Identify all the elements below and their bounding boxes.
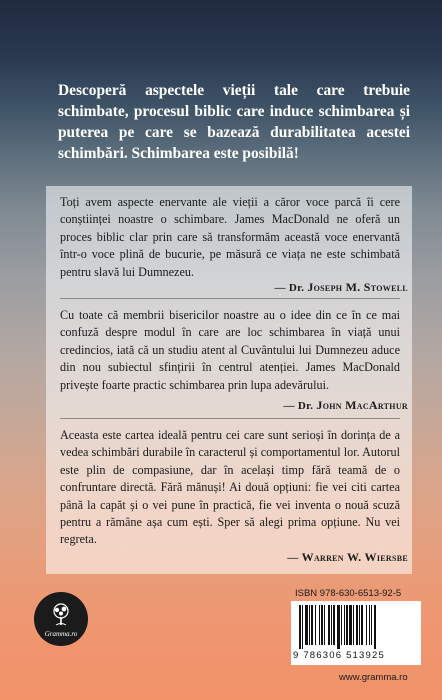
endorsement-author-1: — Dr. Joseph M. Stowell xyxy=(274,280,408,294)
tree-icon xyxy=(47,601,75,629)
divider-1 xyxy=(60,298,400,299)
publisher-logo xyxy=(34,592,88,646)
endorsement-author-2: — Dr. John MacArthur xyxy=(283,398,408,412)
endorsement-quote-2: Cu toate că membrii bisericilor noastre au o idee din ce în ce mai confuză despre modul în care are loc schimbarea în viață unui credincios, iată că un studiu atent al Cuvântului lui Dumnezeu aduce din nou subiectul sfințirii în centrul atenției. James MacDonald privește foarte practic schimbarea prin lupa adevărului. xyxy=(60,308,400,392)
endorsement-quote-1: Toți avem aspecte enervante ale vieții a căror voce parcă îi cere conștiinței noastre o schimbare. James MacDonald ne oferă un proces biblic clar prin care să transformăm această voce enervantă într-o voce plină de bucurie, pe măsură ce viața ne este schimbată pentru slavă lui Dumnezeu. xyxy=(60,195,400,279)
endorsement-quote-3: Aceasta este cartea ideală pentru cei care sunt serioși în dorința de a vedea schimbări durabile în caracterul și comportamentul lor. Autorul este plin de compasiune, dar în același timp fără teamă de o confruntare directă. Fără mănuși! Ai două opțiuni: fie vei citi cartea până la capăt și o vei pune în practică, fie vei inventa o nouă scuză pentru a rămâne așa cum ești. Sper să alegi prima opțiune. Nu vei regreta. xyxy=(60,428,400,547)
isbn-barcode xyxy=(291,601,421,665)
publisher-website: www.gramma.ro xyxy=(339,672,408,683)
barcode-bars xyxy=(297,605,415,649)
isbn-label: ISBN 978-630-6513-92-5 xyxy=(295,588,402,599)
barcode-digits: 9 786306 513925 xyxy=(293,650,385,661)
publisher-logo-text: Gramma.ro xyxy=(44,629,78,638)
back-cover-headline: Descoperă aspectele vieții tale care trebuie schimbate, procesul biblic care induce schimbarea și puterea pe care se bazează durabilitatea acestei schimbări. Schimbarea este posibilă! xyxy=(58,82,410,162)
endorsement-author-3: — Warren W. Wiersbe xyxy=(287,550,408,564)
divider-2 xyxy=(60,418,400,419)
